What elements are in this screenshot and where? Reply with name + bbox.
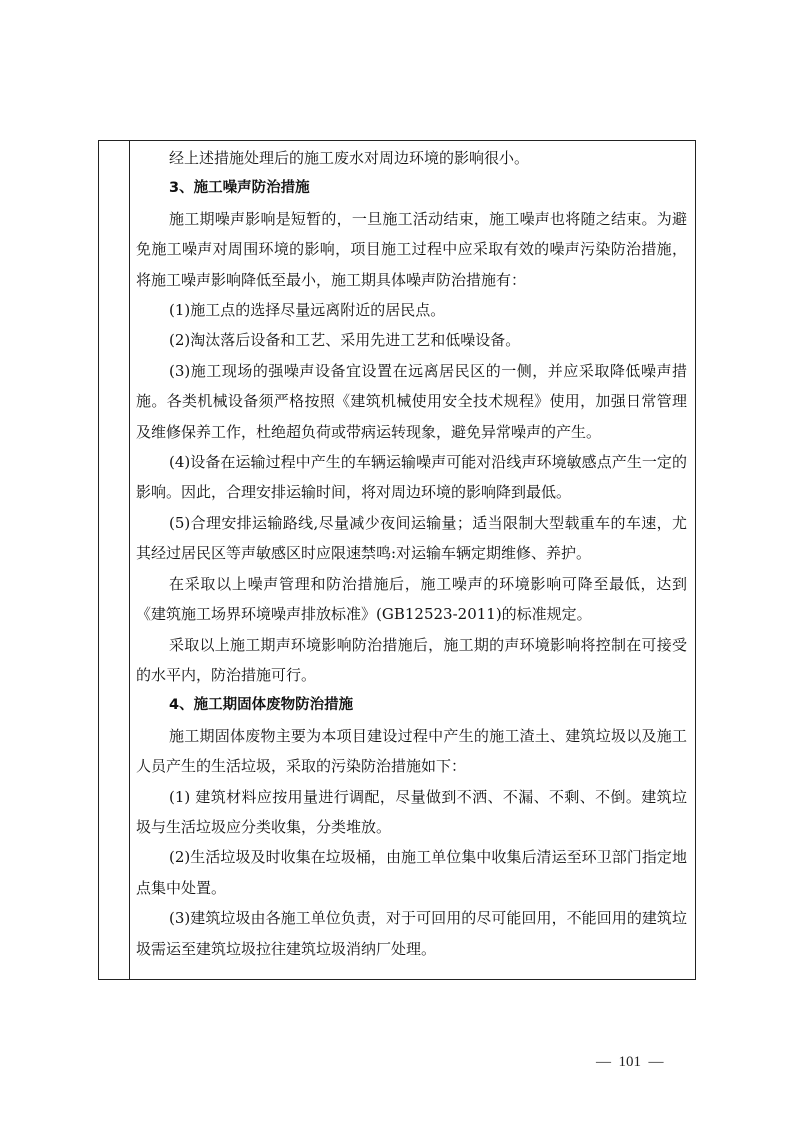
section-heading: 3、施工噪声防治措施	[169, 180, 310, 197]
page-number: — 101 —	[596, 1054, 664, 1070]
paragraph: (1) 建筑材料应按用量进行调配，尽量做到不洒、不漏、不剩、不倒。建筑垃圾与生活垃圾应分类收集，分类堆放。	[136, 787, 687, 836]
paragraph: (5)合理安排运输路线,尽量减少夜间运输量；适当限制大型载重车的车速，尤其经过居民区等声敏感区时应限速禁鸣:对运输车辆定期维修、养护。	[136, 513, 687, 563]
paragraph: (3)施工现场的强噪声设备宜设置在远离居民区的一侧，并应采取降低噪声措施。各类机械设备须严格按照《建筑机械使用安全技术规程》使用，加强日常管理及维修保养工作，杜绝超负荷或带病运转现象，避免异常噪声的产生。	[136, 361, 687, 441]
paragraph: 施工期噪声影响是短暂的，一旦施工活动结束，施工噪声也将随之结束。为避免施工噪声对周围环境的影响，项目施工过程中应采取有效的噪声污染防治措施，将施工噪声影响降低至最小，施工期具体噪声防治措施有：	[136, 209, 687, 289]
paragraph: 施工期固体废物主要为本项目建设过程中产生的施工渣土、建筑垃圾以及施工人员产生的生活垃圾，采取的污染防治措施如下：	[136, 726, 687, 776]
paragraph: 经上述措施处理后的施工废水对周边环境的影响很小。	[169, 149, 530, 167]
paragraph: (2)生活垃圾及时收集在垃圾桶，由施工单位集中收集后清运至环卫部门指定地点集中处置。	[136, 848, 687, 897]
paragraph: 在采取以上噪声管理和防治措施后，施工噪声的环境影响可降至最低，达到《建筑施工场界环境噪声排放标准》(GB12523-2011)的标准规定。	[136, 574, 687, 624]
paragraph: (2)淘汰落后设备和工艺、采用先进工艺和低噪设备。	[169, 331, 521, 350]
document-body	[136, 143, 687, 964]
paragraph: (3)建筑垃圾由各施工单位负责，对于可回用的尽可能回用，不能回用的建筑垃圾需运至建筑垃圾拉往建筑垃圾消纳厂处理。	[136, 909, 687, 958]
table-column-divider	[129, 141, 130, 979]
content-table-frame	[98, 140, 696, 980]
paragraph: (1)施工点的选择尽量远离附近的居民点。	[169, 301, 446, 320]
section-heading: 4、施工期固体废物防治措施	[169, 697, 354, 714]
paragraph: (4)设备在运输过程中产生的车辆运输噪声可能对沿线声环境敏感点产生一定的影响。因此，合理安排运输时间，将对周边环境的影响降到最低。	[136, 453, 687, 502]
paragraph: 采取以上施工期声环境影响防治措施后，施工期的声环境影响将控制在可接受的水平内，防治措施可行。	[136, 635, 687, 684]
